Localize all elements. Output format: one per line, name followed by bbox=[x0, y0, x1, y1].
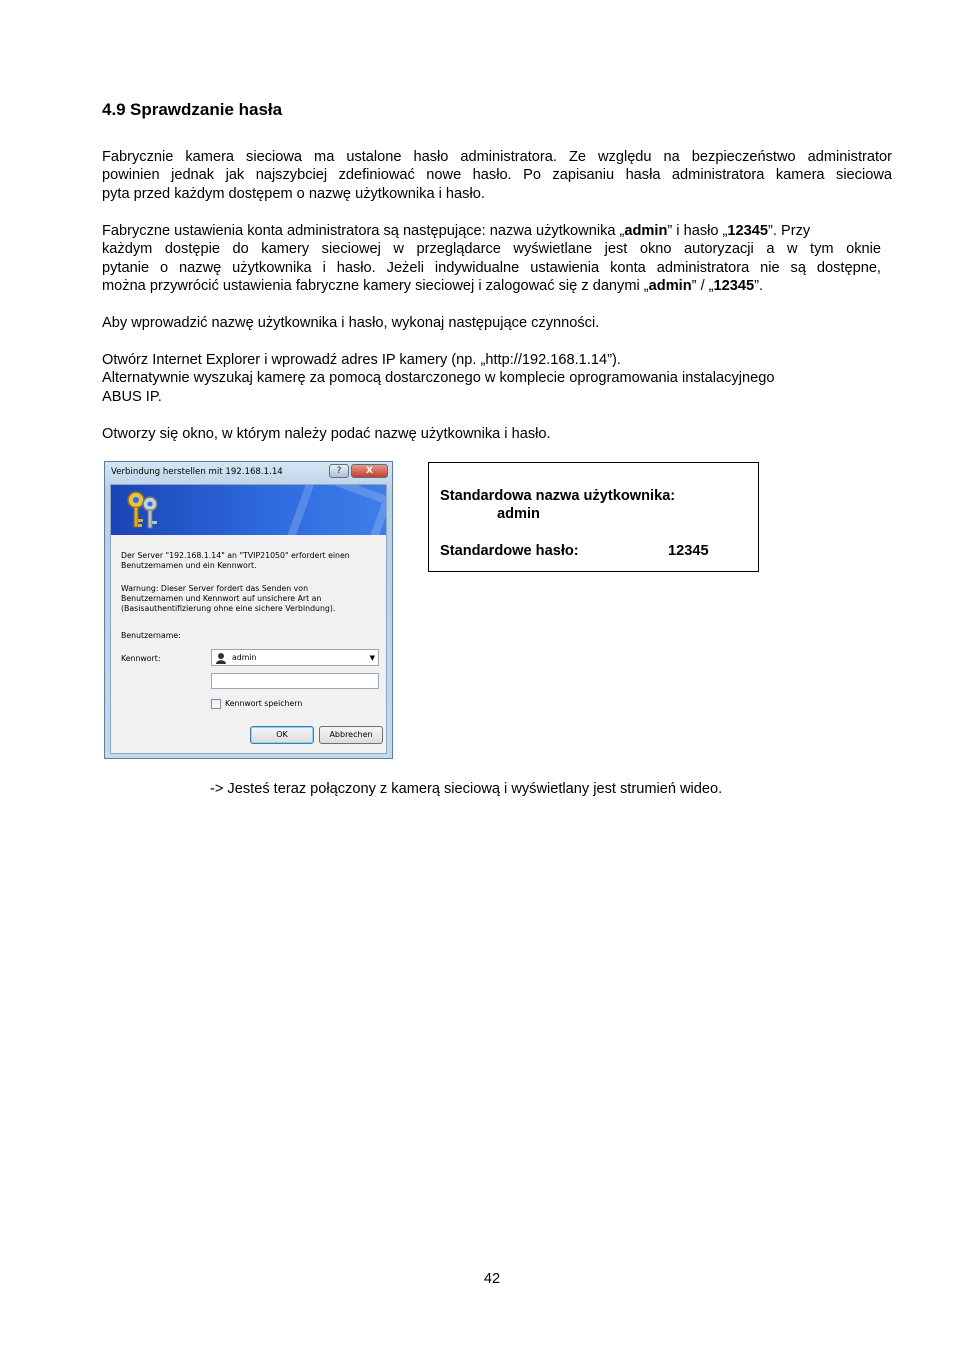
banner-decoration bbox=[286, 485, 386, 535]
chevron-down-icon[interactable]: ▼ bbox=[369, 654, 375, 662]
default-password-value: 12345 bbox=[668, 543, 709, 559]
paragraph-line bbox=[102, 277, 881, 295]
password-field[interactable] bbox=[211, 673, 379, 689]
paragraph-line: Otworzy się okno, w którym należy podać nazwę użytkownika i hasło. bbox=[102, 426, 551, 442]
warning-message-line: Benutzernamen und Kennwort auf unsichere Art an bbox=[121, 594, 322, 603]
paragraph-line: pytanie o nazwę użytkownika i hasło. Jeżeli indywidualne ustawienia konta administratora nie są dostępne, bbox=[102, 259, 881, 276]
paragraph-intro bbox=[102, 148, 892, 203]
section-title: Sprawdzanie hasła bbox=[130, 100, 283, 119]
bold-username: admin bbox=[624, 223, 668, 239]
warning-message-line: (Basisauthentifizierung ohne eine sichere Verbindung). bbox=[121, 604, 336, 613]
username-value: admin bbox=[232, 653, 257, 662]
server-message-line: Benutzernamen und ein Kennwort. bbox=[121, 561, 257, 570]
dialog-title: Verbindung herstellen mit 192.168.1.14 bbox=[111, 467, 283, 477]
username-label: Benutzername: bbox=[121, 631, 181, 640]
remember-password-checkbox[interactable] bbox=[211, 699, 221, 709]
remember-password-label[interactable]: Kennwort speichern bbox=[225, 699, 303, 708]
login-dialog bbox=[104, 461, 393, 759]
paragraph-line: powinien jednak jak najszybciej zdefiniować nowe hasło. Po zapisaniu hasła administratora kamera sieciowa bbox=[102, 167, 892, 184]
user-icon bbox=[215, 652, 227, 664]
text-run: ” i hasło „ bbox=[667, 223, 728, 239]
paragraph-line: pyta przed każdym dostępem o nazwę użytkownika i hasło. bbox=[102, 185, 485, 202]
cancel-button[interactable]: Abbrechen bbox=[319, 726, 383, 744]
text-run: ”. Przy bbox=[768, 223, 811, 239]
text-run: ” / „ bbox=[691, 278, 714, 295]
paragraph-line: Otwórz Internet Explorer i wprowadź adres IP kamery (np. „http://192.168.1.14”). bbox=[102, 352, 621, 368]
paragraph-line: Fabrycznie kamera sieciowa ma ustalone hasło administratora. Ze względu na bezpieczeństwo administrator bbox=[102, 149, 892, 165]
ok-button[interactable]: OK bbox=[250, 726, 314, 744]
dialog-body bbox=[110, 484, 387, 754]
section-number: 4.9 bbox=[102, 100, 126, 119]
warning-message-line: Warnung: Dieser Server fordert das Senden von bbox=[121, 584, 309, 593]
default-username-value: admin bbox=[497, 506, 540, 522]
paragraph-line: ABUS IP. bbox=[102, 388, 162, 405]
paragraph-line: Aby wprowadzić nazwę użytkownika i hasło, wykonaj następujące czynności. bbox=[102, 315, 600, 331]
paragraph-window-opens bbox=[102, 425, 892, 443]
paragraph-line bbox=[102, 222, 881, 240]
bold-username: admin bbox=[648, 278, 692, 295]
bold-password: 12345 bbox=[727, 223, 768, 239]
default-credentials-box bbox=[428, 462, 759, 572]
paragraph-open-browser bbox=[102, 351, 892, 406]
dialog-banner bbox=[111, 485, 386, 535]
default-password-label: Standardowe hasło: bbox=[440, 543, 579, 559]
paragraph-line: każdym dostępie do kamery sieciowej w przeglądarce wyświetlane jest okno autoryzacji a w tym oknie bbox=[102, 241, 881, 258]
page-number: 42 bbox=[483, 1271, 501, 1287]
text-run: Fabryczne ustawienia konta administratora są następujące: nazwa użytkownika „ bbox=[102, 223, 625, 239]
server-message-line: Der Server "192.168.1.14" an "TVIP21050" erfordert einen bbox=[121, 551, 350, 560]
password-label: Kennwort: bbox=[121, 654, 161, 663]
paragraph-line: Alternatywnie wyszukaj kamerę za pomocą dostarczonego w komplecie oprogramowania instalacyjnego bbox=[102, 370, 775, 387]
paragraph-line: -> Jesteś teraz połączony z kamerą sieciową i wyświetlany jest strumień wideo. bbox=[210, 781, 723, 797]
close-button[interactable]: X bbox=[351, 464, 388, 478]
paragraph-result bbox=[210, 780, 910, 798]
keys-icon bbox=[123, 489, 163, 531]
help-button[interactable]: ? bbox=[329, 464, 349, 478]
paragraph-steps-intro bbox=[102, 314, 892, 332]
section-heading bbox=[102, 100, 282, 120]
bold-password: 12345 bbox=[713, 278, 755, 295]
paragraph-defaults bbox=[102, 222, 881, 296]
default-username-label: Standardowa nazwa użytkownika: bbox=[440, 488, 676, 504]
text-run: można przywrócić ustawienia fabryczne kamery sieciowej i zalogować się z danymi „ bbox=[102, 278, 649, 295]
text-run: ”. bbox=[754, 278, 764, 295]
username-combobox[interactable] bbox=[211, 649, 379, 666]
